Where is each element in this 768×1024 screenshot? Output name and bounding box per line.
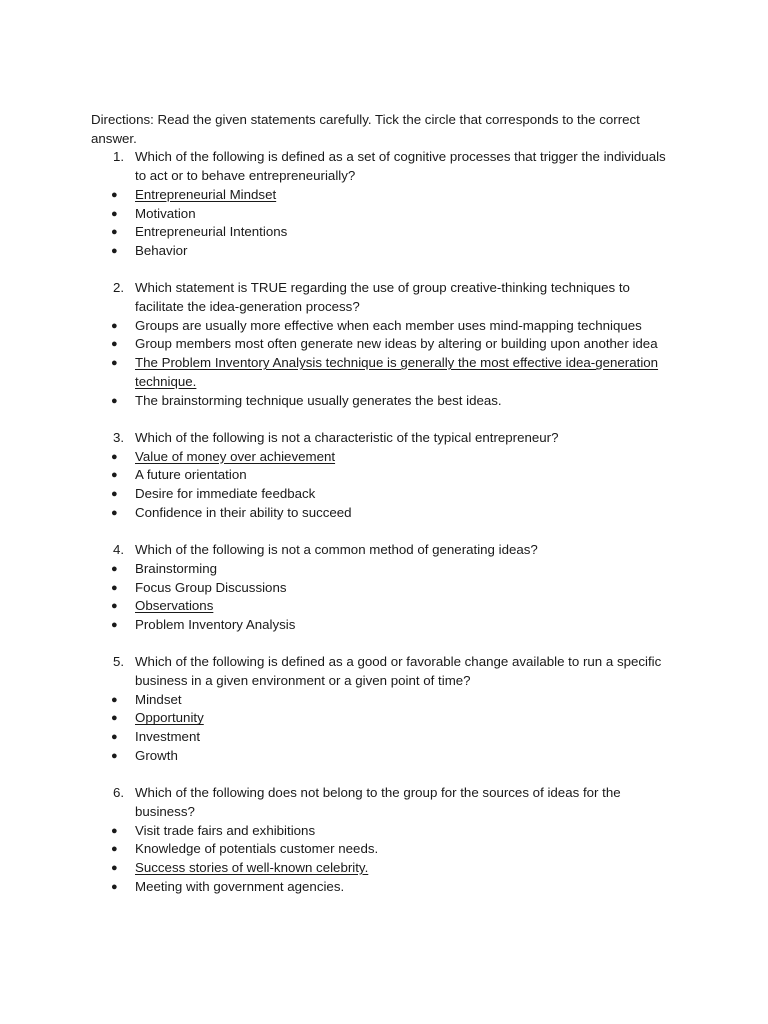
- answer-options: [91, 691, 676, 766]
- answer-option[interactable]: [91, 242, 676, 261]
- quiz-document: [91, 111, 676, 896]
- bullet-icon: ●: [111, 693, 118, 706]
- bullet-icon: ●: [111, 394, 118, 407]
- answer-option-label: Growth: [135, 747, 178, 763]
- answer-option-label: Observations: [135, 598, 214, 614]
- answer-options: [91, 317, 676, 411]
- answer-option[interactable]: [91, 728, 676, 747]
- answer-option-label: Brainstorming: [135, 560, 218, 576]
- bullet-icon: ●: [111, 226, 118, 239]
- answer-option[interactable]: [91, 747, 676, 766]
- answer-option-correct[interactable]: [91, 448, 676, 467]
- answer-option[interactable]: [91, 560, 676, 579]
- answer-option-label: Value of money over achievement: [135, 448, 336, 464]
- answer-options: [91, 822, 676, 897]
- answer-option[interactable]: [91, 335, 676, 354]
- answer-option-label: Entrepreneurial Intentions: [135, 224, 288, 240]
- question-number: 4.: [113, 542, 125, 558]
- question-block: [91, 784, 676, 896]
- answer-option-label: A future orientation: [135, 467, 247, 483]
- answer-option-label: Meeting with government agencies.: [135, 878, 345, 894]
- question-block: [91, 279, 676, 410]
- answer-option[interactable]: [91, 504, 676, 523]
- bullet-icon: ●: [111, 506, 118, 519]
- question-text: [91, 279, 676, 316]
- answer-options: [91, 560, 676, 635]
- bullet-icon: ●: [111, 207, 118, 220]
- bullet-icon: ●: [111, 731, 118, 744]
- question-number: 5.: [113, 654, 125, 670]
- bullet-icon: ●: [111, 188, 118, 201]
- directions-text: Directions: Read the given statements carefully. Tick the circle that corresponds to the correct answer.: [91, 112, 640, 146]
- question-text: [91, 653, 676, 690]
- answer-option-label: Problem Inventory Analysis: [135, 616, 296, 632]
- answer-options: [91, 186, 676, 261]
- answer-option-label: Knowledge of potentials customer needs.: [135, 841, 379, 857]
- answer-option-label: Opportunity: [135, 710, 204, 726]
- answer-option[interactable]: [91, 822, 676, 841]
- answer-option-label: Focus Group Discussions: [135, 579, 287, 595]
- bullet-icon: ●: [111, 244, 118, 257]
- answer-option[interactable]: [91, 485, 676, 504]
- answer-option[interactable]: [91, 878, 676, 897]
- answer-option-label: The Problem Inventory Analysis technique is generally the most effective idea-generation technique.: [135, 355, 659, 389]
- question-block: [91, 653, 676, 765]
- answer-option-correct[interactable]: [91, 354, 676, 391]
- question-label: Which statement is TRUE regarding the use of group creative-thinking techniques to facilitate the idea-generation process?: [135, 280, 630, 315]
- answer-option[interactable]: [91, 579, 676, 598]
- answer-option[interactable]: [91, 223, 676, 242]
- question-number: 3.: [113, 429, 125, 445]
- question-block: [91, 429, 676, 523]
- bullet-icon: ●: [111, 450, 118, 463]
- answer-option-label: Groups are usually more effective when each member uses mind-mapping techniques: [135, 317, 642, 333]
- answer-option-label: Confidence in their ability to succeed: [135, 504, 352, 520]
- bullet-icon: ●: [111, 843, 118, 856]
- question-label: Which of the following is defined as a set of cognitive processes that trigger the individuals to act or to behave entrepreneurially?: [135, 149, 666, 184]
- question-text: [91, 148, 676, 185]
- bullet-icon: ●: [111, 338, 118, 351]
- answer-option-label: Entrepreneurial Mindset: [135, 186, 277, 202]
- bullet-icon: ●: [111, 581, 118, 594]
- answer-option-correct[interactable]: [91, 859, 676, 878]
- bullet-icon: ●: [111, 319, 118, 332]
- answer-option[interactable]: [91, 840, 676, 859]
- answer-option-correct[interactable]: [91, 597, 676, 616]
- answer-option-label: The brainstorming technique usually generates the best ideas.: [135, 392, 502, 408]
- answer-option-correct[interactable]: [91, 186, 676, 205]
- bullet-icon: ●: [111, 862, 118, 875]
- bullet-icon: ●: [111, 749, 118, 762]
- answer-option-label: Mindset: [135, 691, 182, 707]
- bullet-icon: ●: [111, 357, 118, 370]
- answer-option-label: Group members most often generate new ideas by altering or building upon another idea: [135, 336, 658, 352]
- question-block: [91, 541, 676, 635]
- question-number: 2.: [113, 280, 125, 296]
- question-text: [91, 784, 676, 821]
- bullet-icon: ●: [111, 600, 118, 613]
- answer-option[interactable]: [91, 691, 676, 710]
- bullet-icon: ●: [111, 880, 118, 893]
- bullet-icon: ●: [111, 618, 118, 631]
- answer-option[interactable]: [91, 317, 676, 336]
- answer-option[interactable]: [91, 466, 676, 485]
- question-number: 6.: [113, 785, 125, 801]
- answer-option-label: Investment: [135, 729, 201, 745]
- bullet-icon: ●: [111, 562, 118, 575]
- answer-option[interactable]: [91, 616, 676, 635]
- question-label: Which of the following is defined as a good or favorable change available to run a specific business in a given environment or a given point of time?: [135, 654, 662, 689]
- question-text: [91, 541, 676, 560]
- answer-option-label: Success stories of well-known celebrity.: [135, 860, 369, 876]
- question-label: Which of the following is not a common method of generating ideas?: [135, 542, 538, 558]
- question-label: Which of the following is not a characteristic of the typical entrepreneur?: [135, 429, 559, 445]
- bullet-icon: ●: [111, 712, 118, 725]
- answer-options: [91, 448, 676, 523]
- question-number: 1.: [113, 149, 125, 165]
- answer-option-label: Visit trade fairs and exhibitions: [135, 822, 316, 838]
- answer-option-label: Behavior: [135, 242, 188, 258]
- question-list: [91, 148, 676, 896]
- bullet-icon: ●: [111, 824, 118, 837]
- answer-option-label: Motivation: [135, 205, 196, 221]
- answer-option-label: Desire for immediate feedback: [135, 486, 316, 502]
- answer-option[interactable]: [91, 205, 676, 224]
- question-label: Which of the following does not belong to the group for the sources of ideas for the business?: [135, 785, 621, 819]
- bullet-icon: ●: [111, 488, 118, 501]
- answer-option[interactable]: [91, 392, 676, 411]
- bullet-icon: ●: [111, 469, 118, 482]
- question-text: [91, 429, 676, 448]
- answer-option-correct[interactable]: [91, 709, 676, 728]
- question-block: [91, 148, 676, 260]
